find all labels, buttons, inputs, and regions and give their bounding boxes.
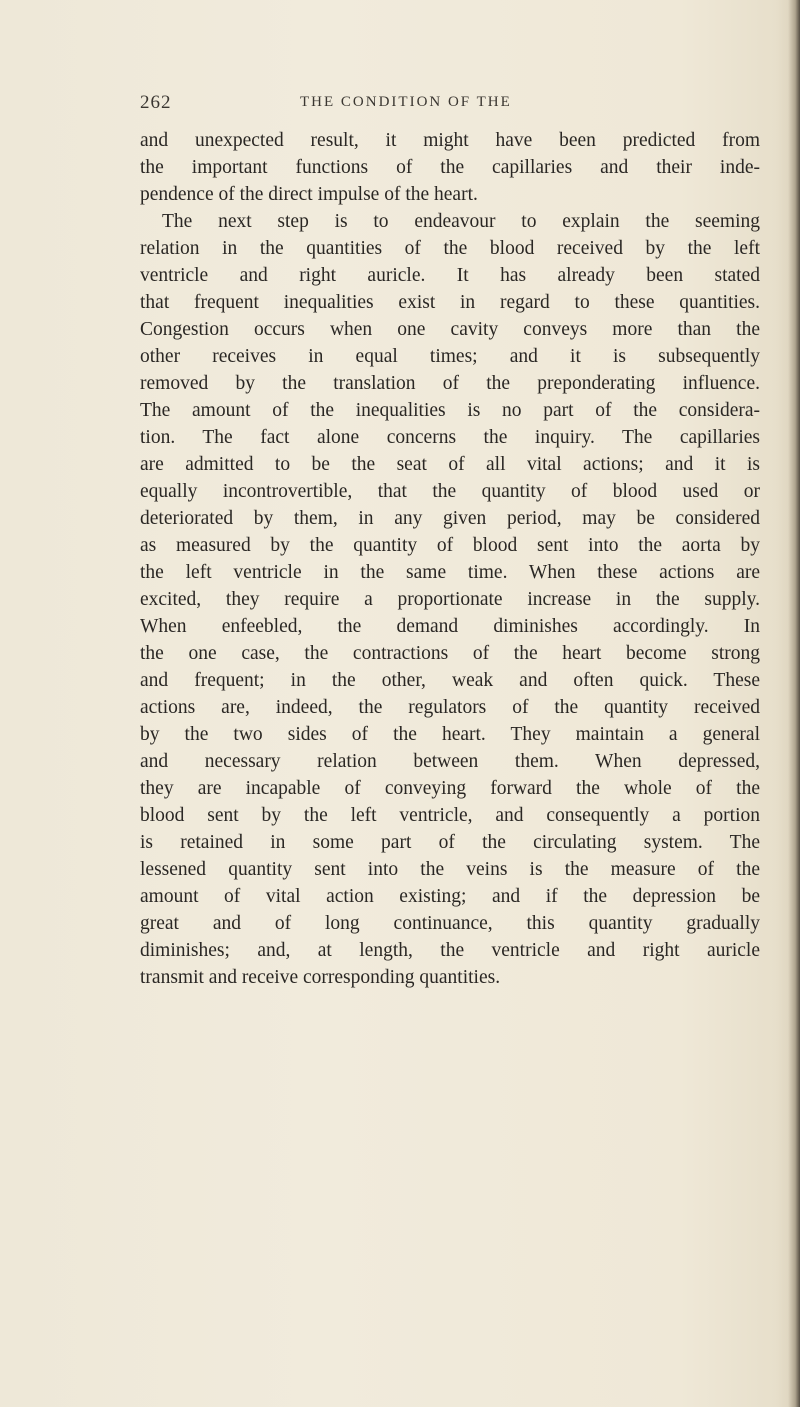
text-line: as measured by the quantity of blood sent into the aorta by bbox=[140, 535, 760, 556]
text-line: and unexpected result, it might have been predicted from bbox=[140, 130, 760, 151]
text-line: is retained in some part of the circulating system. The bbox=[140, 832, 760, 853]
text-line: the one case, the contractions of the heart become strong bbox=[140, 643, 760, 664]
text-line: lessened quantity sent into the veins is the measure of the bbox=[140, 859, 760, 880]
text-line: by the two sides of the heart. They maintain a general bbox=[140, 724, 760, 745]
page-edge-shadow bbox=[788, 0, 800, 1407]
text-line: Congestion occurs when one cavity conveys more than the bbox=[140, 319, 760, 340]
text-line: and necessary relation between them. When depressed, bbox=[140, 751, 760, 772]
text-line: The amount of the inequalities is no part of the considera- bbox=[140, 400, 760, 421]
text-line: blood sent by the left ventricle, and consequently a portion bbox=[140, 805, 760, 826]
text-line: diminishes; and, at length, the ventricle and right auricle bbox=[140, 940, 760, 961]
text-line: actions are, indeed, the regulators of the quantity received bbox=[140, 697, 760, 718]
text-line: the important functions of the capillaries and their inde- bbox=[140, 157, 760, 178]
text-line: transmit and receive corresponding quantities. bbox=[140, 967, 501, 988]
text-line: other receives in equal times; and it is subsequently bbox=[140, 346, 760, 367]
text-line: tion. The fact alone concerns the inquiry. The capillaries bbox=[140, 427, 760, 448]
text-line: excited, they require a proportionate increase in the supply. bbox=[140, 589, 760, 610]
text-line: The next step is to endeavour to explain the seeming bbox=[162, 211, 760, 232]
text-line: equally incontrovertible, that the quantity of blood used or bbox=[140, 481, 760, 502]
text-line: they are incapable of conveying forward the whole of the bbox=[140, 778, 760, 799]
page-header bbox=[140, 92, 760, 122]
text-line: great and of long continuance, this quantity gradually bbox=[140, 913, 760, 934]
page-number: 262 bbox=[140, 92, 172, 113]
text-line: that frequent inequalities exist in regard to these quantities. bbox=[140, 292, 760, 313]
body-text bbox=[140, 127, 760, 991]
text-line: amount of vital action existing; and if the depression be bbox=[140, 886, 760, 907]
text-line: and frequent; in the other, weak and often quick. These bbox=[140, 670, 760, 691]
text-line: ventricle and right auricle. It has already been stated bbox=[140, 265, 760, 286]
text-line: the left ventricle in the same time. When these actions are bbox=[140, 562, 760, 583]
text-line: removed by the translation of the preponderating influence. bbox=[140, 373, 760, 394]
text-line: deteriorated by them, in any given period, may be considered bbox=[140, 508, 760, 529]
text-line: When enfeebled, the demand diminishes accordingly. In bbox=[140, 616, 760, 637]
text-line: pendence of the direct impulse of the heart. bbox=[140, 184, 478, 205]
text-line: relation in the quantities of the blood received by the left bbox=[140, 238, 760, 259]
text-line: are admitted to be the seat of all vital actions; and it is bbox=[140, 454, 760, 475]
running-head: THE CONDITION OF THE bbox=[300, 94, 512, 110]
